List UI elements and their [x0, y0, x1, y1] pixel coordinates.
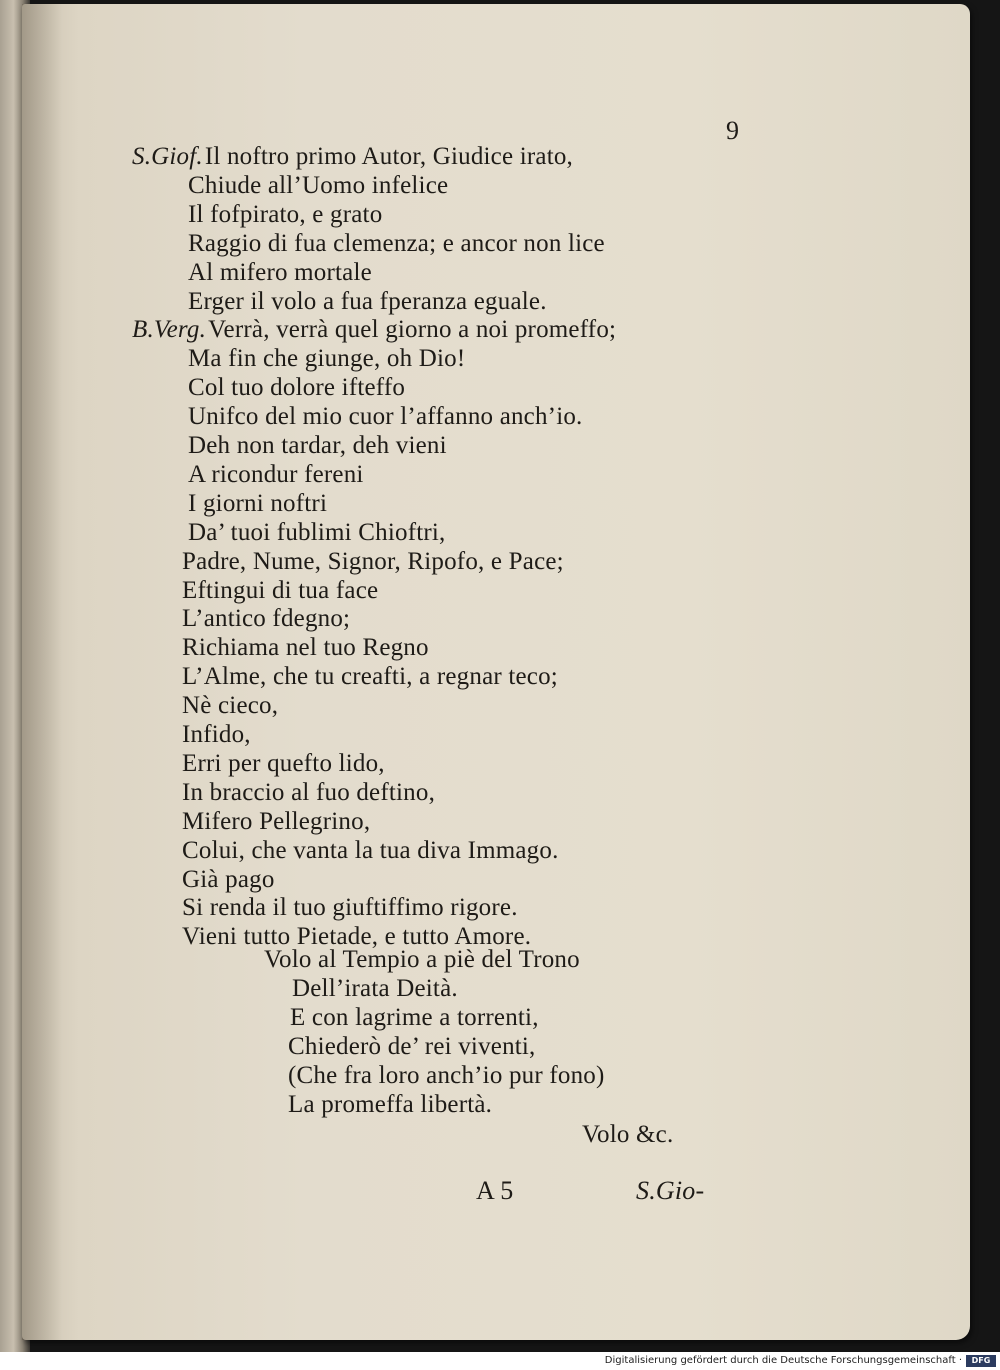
- verse-text: Col tuo dolore ifteffo: [188, 374, 406, 402]
- verse-text: Il fofpirato, e grato: [188, 200, 383, 228]
- page-number: 9: [726, 116, 740, 145]
- aria-line: La promeffa libertà.: [288, 1091, 493, 1118]
- verse-text: Nè cieco,: [182, 692, 279, 720]
- verse-line: [182, 836, 559, 866]
- verse-text: Unifco del mio cuor l’affanno anch’io.: [188, 403, 583, 431]
- verse-line: [188, 258, 372, 288]
- verse-text: Al mifero mortale: [188, 258, 372, 286]
- verse-line: [188, 344, 465, 374]
- verse-line: [182, 576, 378, 606]
- verse-line: [182, 720, 251, 750]
- verse-text: L’Alme, che tu creafti, a regnar teco;: [182, 663, 558, 691]
- verse-text: I giorni noftri: [188, 489, 328, 517]
- signature-mark: A 5: [476, 1176, 514, 1205]
- verse-line: [182, 807, 370, 837]
- verse-text: Il noftro primo Autor, Giudice irato,: [204, 143, 573, 170]
- verse-line: [188, 373, 405, 403]
- verse-text: Padre, Nume, Signor, Ripofo, e Pace;: [182, 547, 564, 575]
- verse-text: Erger il volo a fua fperanza eguale.: [188, 287, 547, 315]
- verse-line: [182, 604, 350, 634]
- verse-text: Eftingui di tua face: [182, 576, 379, 604]
- verse-text: Vieni tutto Pietade, e tutto Amore.: [182, 923, 532, 951]
- verse-text: Si renda il tuo giuftiffimo rigore.: [182, 894, 518, 922]
- verse-text: Colui, che vanta la tua diva Immago.: [182, 836, 559, 864]
- verse-text: Ma fin che giunge, oh Dio!: [188, 345, 466, 373]
- verse-line: [182, 893, 518, 923]
- verse-line: [188, 229, 605, 259]
- verse-line: [188, 518, 445, 548]
- speaker-name: S.Giof.: [132, 143, 203, 170]
- verse-line: [188, 460, 364, 490]
- verse-line: [188, 431, 447, 461]
- dfg-logo: DFG: [966, 1355, 996, 1367]
- aria-line: Dell’irata Deità.: [292, 975, 458, 1002]
- verse-line: [182, 691, 278, 721]
- speaker-name: B.Verg.: [132, 316, 207, 344]
- aria-line: Chiederò de’ rei viventi,: [288, 1033, 536, 1060]
- aria-repeat-cue: Volo &c.: [582, 1121, 674, 1148]
- verse-line: [188, 287, 547, 317]
- aria-line: (Che fra loro anch’io pur fono): [288, 1062, 605, 1089]
- verse-text: In braccio al fuo deftino,: [182, 778, 436, 806]
- aria-line: E con lagrime a torrenti,: [290, 1004, 539, 1031]
- verse-line: [182, 778, 435, 808]
- verse-line: [188, 489, 327, 519]
- gutter-shadow: [22, 4, 62, 1340]
- verse-line: [182, 865, 275, 895]
- verse-text: Mifero Pellegrino,: [182, 807, 371, 835]
- verse-text: Deh non tardar, deh vieni: [188, 432, 447, 459]
- verse-text: Infido,: [182, 721, 251, 748]
- verse-line: [132, 315, 616, 345]
- verse-text: L’antico fdegno;: [182, 605, 351, 633]
- verse-line: [182, 749, 385, 779]
- verse-text: Chiude all’Uomo infelice: [188, 171, 449, 199]
- footer-bar: [0, 1352, 1000, 1370]
- verse-line: [188, 171, 448, 201]
- verse-line: [132, 142, 573, 172]
- verse-line: [182, 662, 558, 692]
- verse-text: Verrà, verrà quel giorno a noi promeffo;: [208, 316, 617, 344]
- verse-line: [182, 547, 564, 577]
- verse-line: [188, 200, 382, 230]
- verse-text: A ricondur fereni: [188, 460, 364, 488]
- verse-text: Da’ tuoi fublimi Chioftri,: [188, 518, 446, 546]
- verse-text: Richiama nel tuo Regno: [182, 634, 429, 662]
- verse-text: Già pago: [182, 865, 275, 893]
- verse-line: [182, 633, 429, 663]
- aria-line: Volo al Tempio a piè del Trono: [264, 946, 580, 973]
- verse-text: Raggio di fua clemenza; e ancor non lice: [188, 229, 605, 257]
- verse-line: [188, 402, 583, 432]
- funding-credit: Digitalisierung gefördert durch die Deutsche Forschungsgemeinschaft ·: [604, 1355, 962, 1366]
- verse-text: Erri per quefto lido,: [182, 749, 385, 777]
- catchword: S.Gio-: [636, 1176, 705, 1205]
